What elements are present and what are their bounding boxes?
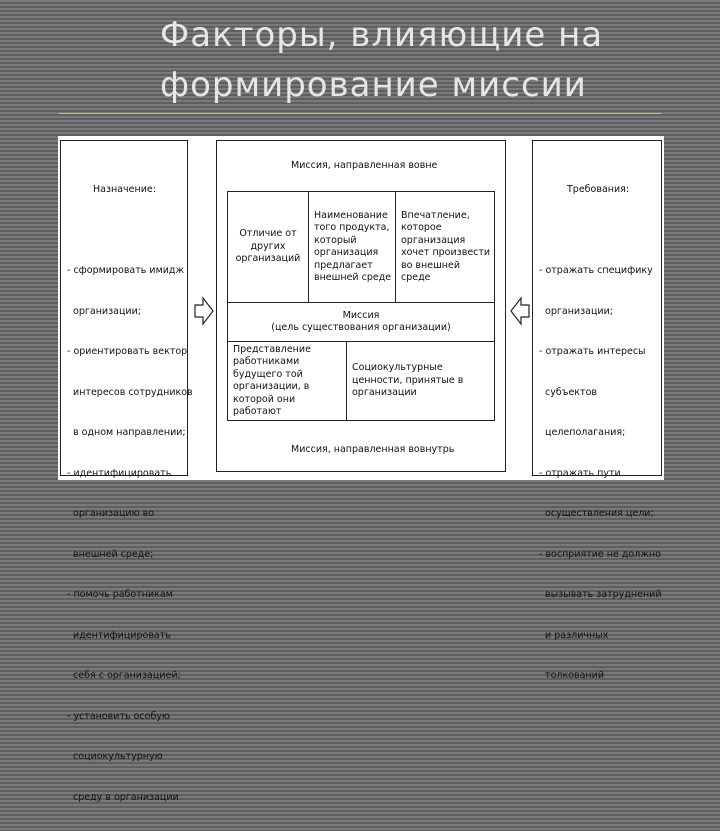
purpose-heading: Назначение:	[93, 184, 156, 195]
purpose-line: интересов сотрудников	[67, 386, 193, 398]
requirement-line: вызывать затруднений	[539, 589, 662, 600]
purpose-line: себя с организацией;	[67, 670, 181, 681]
difference-cell	[227, 191, 309, 303]
external-mission-label: Миссия, направленная вовне	[291, 160, 438, 171]
difference-text: Отличие от других организаций	[235, 228, 301, 265]
requirement-line: субъектов	[539, 386, 597, 398]
mission-panel	[216, 140, 506, 472]
workers-view-cell	[227, 341, 347, 421]
purpose-line: - установить особую	[67, 710, 170, 722]
requirement-line: - отражать специфику	[539, 265, 653, 276]
requirement-line: толкований	[539, 670, 604, 681]
requirement-line: и различных	[539, 629, 609, 641]
product-name-cell	[308, 191, 396, 303]
requirement-line: организации;	[539, 305, 613, 317]
impression-text: Впечатление, которое организация хочет произвести во внешней среде	[401, 209, 491, 283]
requirement-line: - восприятие не должно	[539, 548, 661, 560]
slide-title	[160, 10, 680, 110]
purpose-line: организации;	[67, 305, 141, 317]
purpose-line: - помочь работникам	[67, 589, 173, 600]
purpose-line: среду в организации	[67, 791, 179, 803]
requirement-line: осуществления цели;	[539, 508, 654, 519]
mission-text: Миссия	[342, 309, 380, 321]
purpose-line: - идентифицировать	[67, 467, 172, 479]
mission-diagram	[58, 136, 664, 803]
requirement-line: - отражать пути	[539, 467, 621, 479]
impression-cell	[395, 191, 495, 303]
requirements-heading: Требования:	[567, 184, 630, 195]
workers-view-text: Представление работниками будущего той организации, в которой они работают	[233, 343, 311, 417]
requirements-panel	[532, 140, 662, 681]
right-arrow-icon	[194, 296, 214, 326]
purpose-list	[67, 237, 193, 831]
mission-purpose-text: (цель существования организации)	[271, 322, 451, 333]
product-name-text: Наименование того продукта, который организация предлагает внешней среде	[314, 209, 392, 283]
purpose-line: идентифицировать	[67, 629, 171, 641]
slide-title-line-2: формирование миссии	[160, 65, 587, 105]
purpose-line: в одном направлении;	[67, 427, 186, 438]
internal-mission-label: Миссия, направленная вовнутрь	[291, 444, 455, 455]
requirements-list	[539, 237, 661, 710]
purpose-line: организацию во	[67, 508, 155, 519]
values-cell	[346, 341, 495, 421]
title-divider	[58, 113, 662, 114]
purpose-line: внешней среде;	[67, 548, 154, 560]
requirement-line: - отражать интересы	[539, 346, 646, 357]
purpose-line: социокультурную	[67, 751, 163, 762]
values-text: Социокультурные ценности, принятые в организации	[352, 362, 464, 399]
mission-purpose-cell	[227, 302, 495, 342]
purpose-line: - ориентировать вектор	[67, 346, 188, 357]
purpose-line: - сформировать имидж	[67, 265, 185, 276]
requirement-line: целеполагания;	[539, 427, 626, 438]
left-arrow-icon	[510, 296, 530, 326]
purpose-panel	[60, 140, 193, 803]
slide-title-line-1: Факторы, влияющие на	[160, 15, 604, 55]
